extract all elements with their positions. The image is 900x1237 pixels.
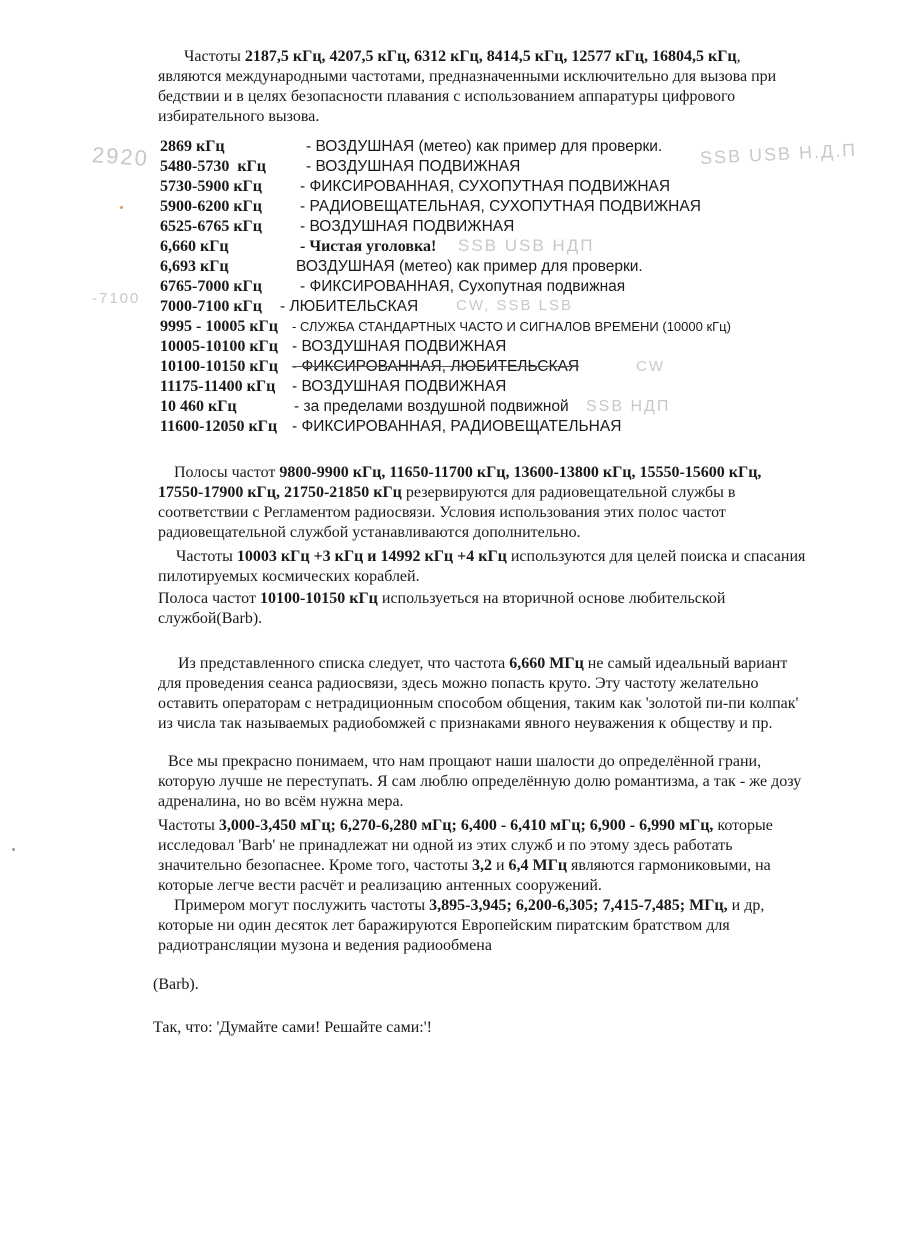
amateur-paragraph: Полоса частот 10100-10150 кГц используеться на вторичной основе любительской службой(Barb). (158, 590, 726, 627)
row-description: - ВОЗДУШНАЯ ПОДВИЖНАЯ (292, 378, 507, 395)
row-frequency: 11175-11400 кГц (160, 378, 276, 395)
row-description: - ВОЗДУШНАЯ ПОДВИЖНАЯ (300, 218, 515, 235)
row-frequency: 6525-6765 кГц (160, 218, 262, 235)
conclusion-paragraph: Из представленного списка следует, что частота 6,660 МГц не самый идеальный вариант для проведения сеанса радиосвязи, здесь можно попасть круто. Эту частоту желательно оставить операторам с нетрадиционным способом общения, таким как 'золотой пи-пи колпак' из числа так называемых радиобомжей с признаками явного неуважения к обществу и пр. (158, 655, 799, 732)
broadcast-bands: 9800-9900 кГц, 11650-11700 кГц, 13600-13800 кГц, 15550-15600 кГц, 17550-17900 кГц, 21750-21850 кГц (158, 464, 762, 501)
dsc-frequencies: 2187,5 кГц, 4207,5 кГц, 6312 кГц, 8414,5 кГц, 12577 кГц, 16804,5 кГц (244, 48, 737, 65)
row-frequency: 6,660 кГц (160, 238, 229, 255)
handwritten-note: 2920 (91, 142, 150, 171)
row-description: - за пределами воздушной подвижной (294, 398, 569, 415)
handwritten-note: SSB USB НДП (458, 236, 595, 255)
row-description: - ЛЮБИТЕЛЬСКАЯ (280, 298, 419, 315)
handwritten-note: CW (636, 358, 665, 375)
handwritten-note: CW, SSB LSB (456, 297, 574, 314)
row-frequency: 7000-7100 кГц (160, 298, 262, 315)
stain-mark (120, 206, 123, 209)
space-paragraph: Частоты 10003 кГц +3 кГц и 14992 кГц +4 кГц используются для целей поиска и спасания пилотируемых космических кораблей. (158, 548, 806, 585)
row-frequency: 5480-5730 кГц (160, 158, 266, 175)
stain-mark (12, 848, 15, 851)
row-description: ВОЗДУШНАЯ (метео) как пример для проверки. (296, 258, 643, 275)
conclusion-frequency: 6,660 МГц (509, 655, 584, 672)
bands-paragraph: Полосы частот 9800-9900 кГц, 11650-11700 кГц, 13600-13800 кГц, 15550-15600 кГц, 17550-17900 кГц, 21750-21850 кГц резервируются для радиовещательной службы в соответствии с Регламентом радиосвязи. Условия использования этих полос частот радиовещательной службой устанавливаются дополнительно. (158, 464, 762, 541)
row-frequency: 6,693 кГц (160, 258, 229, 275)
handwritten-note: SSB НДП (586, 398, 671, 415)
row-description: - ФИКСИРОВАННАЯ, РАДИОВЕЩАТЕЛЬНАЯ (292, 418, 622, 435)
row-frequency: 9995 - 10005 кГц (160, 318, 278, 335)
row-frequency: 10100-10150 кГц (160, 358, 278, 375)
row-frequency: 5900-6200 кГц (160, 198, 262, 215)
barb-paragraph: Частоты 3,000-3,450 мГц; 6,270-6,280 мГц; 6,400 - 6,410 мГц; 6,900 - 6,990 мГц, которые исследовал 'Barb' не принадлежат ни одной из этих служб и по этому здесь работать значительно безопаснее. Кроме того, частоты 3,2 и 6,4 МГц являются гармониковыми, на которые легче вести расчёт и реализацию антенных сооружений. (158, 817, 773, 894)
space-frequencies: 10003 кГц +3 кГц и 14992 кГц +4 кГц (236, 548, 507, 565)
row-frequency: 11600-12050 кГц (160, 418, 278, 435)
row-description: - ФИКСИРОВАННАЯ, СУХОПУТНАЯ ПОДВИЖНАЯ (300, 178, 671, 195)
row-frequency: 5730-5900 кГц (160, 178, 262, 195)
amateur-frequencies: 10100-10150 кГц (259, 590, 378, 607)
row-description: - ФИКСИРОВАННАЯ, Сухопутная подвижная (300, 278, 626, 295)
intro-paragraph: Частоты 2187,5 кГц, 4207,5 кГц, 6312 кГц, 8414,5 кГц, 12577 кГц, 16804,5 кГц, являются международными частотами, предназначенными исключительно для вызова при бедствии и в целях безопасности плавания с использованием аппаратуры цифрового избирательного вызова. (158, 48, 777, 125)
row-frequency: 6765-7000 кГц (160, 278, 262, 295)
row-description: - ВОЗДУШНАЯ (метео) как пример для проверки. (306, 138, 663, 155)
row-description: - СЛУЖБА СТАНДАРТНЫХ ЧАСТО И СИГНАЛОВ ВРЕМЕНИ (10000 кГц) (292, 319, 731, 334)
pirate-frequencies: 3,895-3,945; 6,200-6,305; 7,415-7,485; МГц, (429, 897, 728, 914)
row-frequency: 10005-10100 кГц (160, 338, 278, 355)
closing-line: Так, что: 'Думайте сами! Решайте сами:'! (153, 1019, 432, 1036)
handwritten-note: SSB USB H.Д.П (699, 139, 858, 169)
row-description: - Чистая уголовка! (300, 238, 437, 255)
row-frequency: 2869 кГц (160, 138, 225, 155)
row-description: - ВОЗДУШНАЯ ПОДВИЖНАЯ (306, 158, 521, 175)
row-frequency: 10 460 кГц (160, 398, 237, 415)
pirates-paragraph: Примером могут послужить частоты 3,895-3,945; 6,200-6,305; 7,415-7,485; МГц, и др, которые ни один десяток лет баражируются Европейским пиратским братством для радиотрансляции музона и ведения радиообмена (158, 897, 765, 954)
row-description: - РАДИОВЕЩАТЕЛЬНАЯ, СУХОПУТНАЯ ПОДВИЖНАЯ (300, 198, 701, 215)
signature: (Barb). (153, 976, 199, 993)
romance-paragraph: Все мы прекрасно понимаем, что нам прощают наши шалости до определённой грани, которую лучше не переступать. Я сам люблю определённую долю романтизма, а так - же дозу адреналина, но во всём нужна мера. (158, 753, 802, 810)
handwritten-note: -7100 (92, 290, 141, 307)
barb-frequencies: 3,000-3,450 мГц; 6,270-6,280 мГц; 6,400 - 6,410 мГц; 6,900 - 6,990 мГц, (218, 817, 714, 834)
row-description: - ВОЗДУШНАЯ ПОДВИЖНАЯ (292, 338, 507, 355)
row-description: - ФИКСИРОВАННАЯ, ЛЮБИТЕЛЬСКАЯ (292, 358, 580, 375)
